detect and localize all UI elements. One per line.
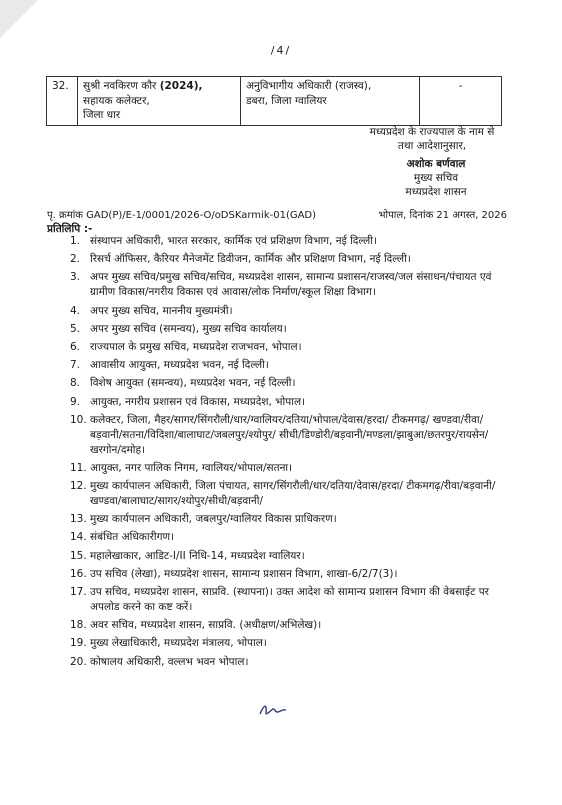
signatory-name: अशोक बर्णवाल — [406, 158, 466, 170]
copy-list-item — [70, 252, 510, 267]
signatory-designation: मुख्य सचिव — [413, 172, 459, 184]
copy-item-text: मुख्य कार्यपालन अधिकारी, जिला पंचायत, सागर/सिंगरौली/धार/दतिया/देवास/हरदा/ टीकमगढ़/रीवा/बड़वानी/खण्डवा/बालाघाट/सागर/श्योपुर/सीधी/बड़वानी/ — [90, 480, 496, 508]
copy-item-number: 12. — [70, 480, 87, 493]
copy-item-text: अवर सचिव, मध्यप्रदेश शासन, साप्रवि. (अधीक्षण/अभिलेख)। — [90, 619, 322, 632]
copy-item-number: 15. — [70, 549, 87, 562]
copy-item-number: 19. — [70, 637, 87, 650]
copy-list-item — [70, 358, 510, 373]
copy-item-number: 14. — [70, 531, 87, 544]
copy-item-number: 8. — [70, 377, 81, 390]
copy-item-number: 11. — [70, 461, 87, 474]
copy-item-number: 18. — [70, 619, 87, 632]
signatory-government: मध्यप्रदेश शासन — [405, 186, 467, 198]
copy-list-item — [70, 461, 510, 476]
copy-heading: प्रतिलिपि :- — [47, 223, 93, 235]
copy-list-item — [70, 479, 510, 509]
signature-authority — [352, 125, 512, 153]
copy-item-text: महालेखाकार, आडिट-I/II निधि-14, मध्यप्रदेश ग्वालियर। — [90, 549, 305, 562]
copy-item-number: 3. — [70, 271, 81, 284]
copy-item-number: 20. — [70, 655, 87, 668]
authority-line-1: मध्यप्रदेश के राज्यपाल के नाम से — [369, 126, 495, 138]
copy-list-item — [70, 270, 510, 300]
copy-item-number: 1. — [70, 235, 81, 247]
copy-item-number: 6. — [70, 340, 81, 353]
new-post-location: डबरा, जिला ग्वालियर — [246, 94, 327, 107]
copy-item-text: राज्यपाल के प्रमुख सचिव, मध्यप्रदेश राजभवन, भोपाल। — [90, 340, 302, 353]
copy-list-item — [70, 567, 510, 582]
copy-item-number: 16. — [70, 567, 87, 580]
copy-item-text: आवासीय आयुक्त, मध्यप्रदेश भवन, नई दिल्ली। — [90, 359, 269, 372]
copy-item-text: उप सचिव (लेखा), मध्यप्रदेश शासन, सामान्य प्रशासन विभाग, शाखा-6/2/7(3)। — [90, 567, 398, 580]
copy-list-item — [70, 655, 510, 670]
copy-item-number: 10. — [70, 413, 87, 426]
copy-list-item — [70, 530, 510, 545]
page-number: /4/ — [270, 44, 292, 57]
copy-item-text: कलेक्टर, जिला, मैहर/सागर/सिंगरौली/धार/ग्वालियर/दतिया/भोपाल/देवास/हरदा/ टीकमगढ़/ खण्डवा/रीवा/बड़वानी/सतना/विदिशा/बालाघाट/जबलपुर/श्योपुर/ सीधी/डिण्डोरी/बड़वानी/मण्डला/झाबुआ/छतरपुर/रायसेन/खरगोन/दमोह। — [90, 413, 489, 456]
new-post-cell — [241, 77, 420, 126]
copy-item-text: आयुक्त, नगर पालिक निगम, ग्वालियर/भोपाल/सतना। — [90, 461, 293, 474]
copy-list-item — [70, 304, 510, 319]
copy-item-text: मुख्य लेखाधिकारी, मध्यप्रदेश मंत्रालय, भोपाल। — [90, 637, 267, 650]
copy-item-text: विशेष आयुक्त (समन्वय), मध्यप्रदेश भवन, नई दिल्ली। — [90, 377, 296, 390]
copy-list-item — [70, 395, 510, 410]
authority-line-2: तथा आदेशानुसार, — [397, 140, 467, 152]
copy-item-number: 7. — [70, 359, 81, 372]
copy-list-item — [70, 413, 510, 458]
copy-item-number: 13. — [70, 513, 87, 526]
copy-item-text: अपर मुख्य सचिव/प्रमुख सचिव/सचिव, मध्यप्रदेश शासन, सामान्य प्रशासन/राजस्व/जल संसाधन/पंचायत एवं ग्रामीण विकास/नगरीय विकास एवं आवास/लोक निर्माण/स्कूल शिक्षा विभाग। — [90, 271, 492, 299]
copy-list-item — [70, 549, 510, 564]
copy-list-item — [70, 636, 510, 651]
copy-list-item — [70, 512, 510, 527]
copy-list-item — [70, 618, 510, 633]
copy-item-text: संस्थापन अधिकारी, भारत सरकार, कार्मिक एवं प्रशिक्षण विभाग, नई दिल्ली। — [90, 235, 377, 247]
table-row — [47, 77, 502, 126]
copy-item-number: 5. — [70, 322, 81, 335]
copy-item-text: कोषालय अधिकारी, वल्लभ भवन भोपाल। — [90, 655, 249, 668]
copy-list-item — [70, 585, 510, 615]
copy-item-text: अपर मुख्य सचिव (समन्वय), मुख्य सचिव कार्यालय। — [90, 322, 287, 335]
page-fold-corner — [0, 0, 38, 38]
copy-item-text: उप सचिव, मध्यप्रदेश शासन, साप्रवि. (स्थापना)। उक्त आदेश को सामान्य प्रशासन विभाग की वेबसाईट पर अपलोड करने का कष्ट करें। — [90, 586, 489, 613]
copy-item-text: मुख्य कार्यपालन अधिकारी, जबलपुर/ग्वालियर विकास प्राधिकरण। — [90, 513, 337, 526]
copy-list-item — [70, 322, 510, 337]
remarks-cell: - — [420, 77, 502, 126]
copy-item-text: आयुक्त, नगरीय प्रशासन एवं विकास, मध्यप्रदेश, भोपाल। — [90, 395, 306, 408]
copy-item-number: 4. — [70, 304, 81, 317]
copy-item-text: रिसर्च ऑफिसर, कैरियर मैनेजमेंट डिवीजन, कार्मिक और प्रशिक्षण विभाग, नई दिल्ली। — [90, 253, 411, 266]
handwritten-signature — [258, 700, 288, 720]
officer-name: सुश्री नवकिरण कौर — [83, 80, 160, 92]
reference-number: पृ. क्रमांक GAD(P)/E-1/0001/2026-O/oDSKarmik-01(GAD) — [47, 210, 317, 221]
officer-current-post: सहायक कलेक्टर, — [83, 94, 150, 107]
officer-name-cell — [78, 77, 241, 126]
copy-item-text: संबंधित अधिकारीगण। — [90, 531, 175, 544]
copy-list — [70, 234, 510, 673]
copy-item-number: 2. — [70, 253, 81, 266]
copy-item-text: अपर मुख्य सचिव, माननीय मुख्यमंत्री। — [90, 304, 233, 317]
officer-current-district: जिला धार — [83, 109, 121, 121]
serial-number-cell: 32. — [47, 77, 78, 126]
officer-batch: (2024), — [159, 80, 203, 92]
copy-list-item — [70, 234, 510, 249]
new-post: अनुविभागीय अधिकारी (राजस्व), — [246, 80, 372, 92]
officer-table — [46, 76, 502, 126]
copy-item-number: 9. — [70, 395, 81, 408]
place-date: भोपाल, दिनांक 21 अगस्त, 2026 — [378, 210, 507, 221]
signatory-block — [366, 157, 506, 199]
copy-list-item — [70, 376, 510, 391]
copy-list-item — [70, 340, 510, 355]
copy-item-number: 17. — [70, 586, 87, 598]
